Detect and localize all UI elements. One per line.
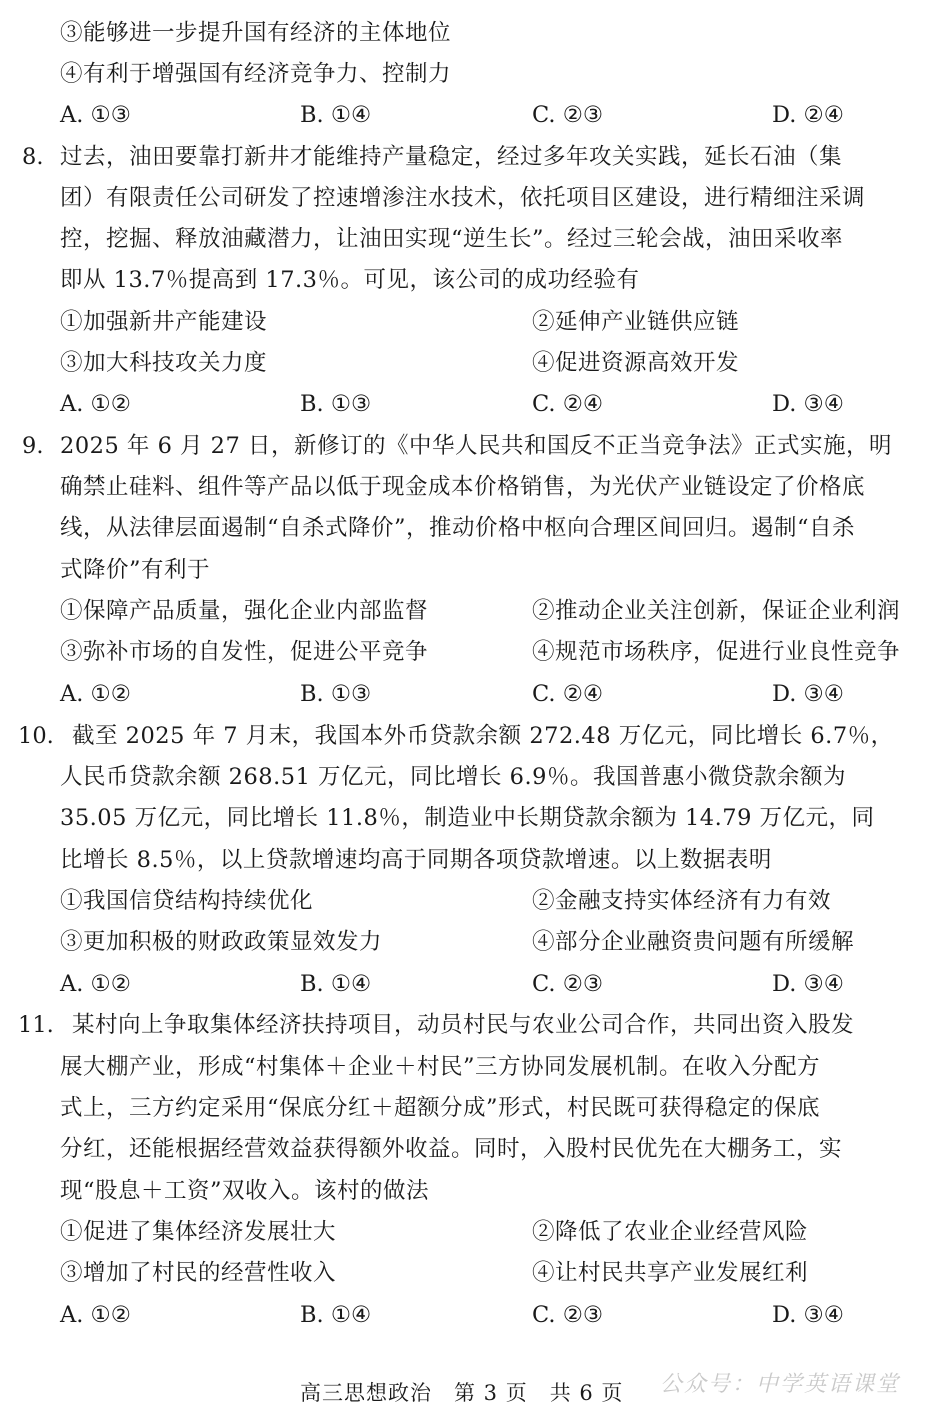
q10-stem-line-2: 人民币贷款余额 268.51 万亿元，同比增长 6.9％。我国普惠小微贷款余额为 bbox=[60, 764, 846, 790]
q9-choice-b: B. ①③ bbox=[300, 681, 372, 707]
q7-choice-a: A. ①③ bbox=[60, 102, 131, 128]
q10-choice-b: B. ①④ bbox=[300, 971, 372, 997]
q10-choice-a: A. ①② bbox=[60, 971, 131, 997]
q10-stem-line-1: 截至 2025 年 7 月末，我国本外币贷款余额 272.48 万亿元，同比增长 6.7％， bbox=[72, 723, 894, 749]
q11-number: 11. bbox=[18, 1012, 54, 1038]
q10-stem-line-3: 35.05 万亿元，同比增长 11.8％，制造业中长期贷款余额为 14.79 万亿元，同 bbox=[60, 805, 875, 831]
q10-statement-3: ③更加积极的财政政策显效发力 bbox=[60, 929, 383, 955]
q9-stem-line-4: 式降价”有利于 bbox=[60, 557, 211, 583]
q7-choice-d: D. ②④ bbox=[772, 102, 844, 128]
q9-stem-line-2: 确禁止硅料、组件等产品以低于现金成本价格销售，为光伏产业链设定了价格底 bbox=[60, 474, 866, 500]
q7-statement-3: ③能够进一步提升国有经济的主体地位 bbox=[60, 20, 452, 46]
q8-stem-line-1: 过去，油田要靠打新井才能维持产量稳定，经过多年攻关实践，延长石油（集 bbox=[60, 144, 843, 170]
q8-stem-line-2: 团）有限责任公司研发了控速增渗注水技术，依托项目区建设，进行精细注采调 bbox=[60, 185, 866, 211]
q8-statement-1: ①加强新井产能建设 bbox=[60, 309, 268, 335]
q9-number: 9. bbox=[22, 433, 44, 459]
q9-stem-line-3: 线，从法律层面遏制“自杀式降价”，推动价格中枢向合理区间回归。遏制“自杀 bbox=[60, 515, 856, 541]
q11-stem-line-5: 现“股息＋工资”双收入。该村的做法 bbox=[60, 1178, 430, 1204]
q9-statement-4: ④规范市场秩序，促进行业良性竞争 bbox=[532, 639, 901, 665]
q11-choice-b: B. ①④ bbox=[300, 1302, 372, 1328]
q10-statement-1: ①我国信贷结构持续优化 bbox=[60, 888, 314, 914]
q11-statement-1: ①促进了集体经济发展壮大 bbox=[60, 1219, 337, 1245]
q11-statement-4: ④让村民共享产业发展红利 bbox=[532, 1260, 809, 1286]
q10-statement-4: ④部分企业融资贵问题有所缓解 bbox=[532, 929, 855, 955]
q10-choice-c: C. ②③ bbox=[532, 971, 604, 997]
q11-choice-d: D. ③④ bbox=[772, 1302, 844, 1328]
q8-stem-line-4: 即从 13.7％提高到 17.3％。可见，该公司的成功经验有 bbox=[60, 267, 640, 293]
q10-stem-line-4: 比增长 8.5％，以上贷款增速均高于同期各项贷款增速。以上数据表明 bbox=[60, 847, 772, 873]
q8-number: 8. bbox=[22, 144, 44, 170]
q8-stem-line-3: 控，挖掘、释放油藏潜力，让油田实现“逆生长”。经过三轮会战，油田采收率 bbox=[60, 226, 844, 252]
q11-stem-line-1: 某村向上争取集体经济扶持项目，动员村民与农业公司合作，共同出资入股发 bbox=[72, 1012, 855, 1038]
q11-statement-3: ③增加了村民的经营性收入 bbox=[60, 1260, 337, 1286]
q8-statement-2: ②延伸产业链供应链 bbox=[532, 309, 740, 335]
watermark: 公众号：中学英语课堂 bbox=[660, 1372, 901, 1397]
q11-statement-2: ②降低了农业企业经营风险 bbox=[532, 1219, 809, 1245]
q9-choice-a: A. ①② bbox=[60, 681, 131, 707]
q8-statement-3: ③加大科技攻关力度 bbox=[60, 350, 268, 376]
q7-choice-c: C. ②③ bbox=[532, 102, 604, 128]
page-footer: 高三思想政治 第 3 页 共 6 页 bbox=[300, 1381, 624, 1405]
q11-stem-line-4: 分红，还能根据经营效益获得额外收益。同时，入股村民优先在大棚务工，实 bbox=[60, 1136, 843, 1162]
q7-choice-b: B. ①④ bbox=[300, 102, 372, 128]
q10-number: 10. bbox=[18, 723, 54, 749]
q9-statement-2: ②推动企业关注创新，保证企业利润 bbox=[532, 598, 901, 624]
q11-choice-a: A. ①② bbox=[60, 1302, 131, 1328]
q9-statement-3: ③弥补市场的自发性，促进公平竞争 bbox=[60, 639, 429, 665]
q9-stem-line-1: 2025 年 6 月 27 日，新修订的《中华人民共和国反不正当竞争法》正式实施，明 bbox=[60, 433, 892, 459]
q8-choice-b: B. ①③ bbox=[300, 391, 372, 417]
q8-choice-c: C. ②④ bbox=[532, 391, 604, 417]
q10-choice-d: D. ③④ bbox=[772, 971, 844, 997]
q9-choice-d: D. ③④ bbox=[772, 681, 844, 707]
q9-choice-c: C. ②④ bbox=[532, 681, 604, 707]
q8-statement-4: ④促进资源高效开发 bbox=[532, 350, 740, 376]
q11-stem-line-2: 展大棚产业，形成“村集体＋企业＋村民”三方协同发展机制。在收入分配方 bbox=[60, 1054, 821, 1080]
q8-choice-d: D. ③④ bbox=[772, 391, 844, 417]
q7-statement-4: ④有利于增强国有经济竞争力、控制力 bbox=[60, 61, 452, 87]
q8-choice-a: A. ①② bbox=[60, 391, 131, 417]
q9-statement-1: ①保障产品质量，强化企业内部监督 bbox=[60, 598, 429, 624]
q11-choice-c: C. ②③ bbox=[532, 1302, 604, 1328]
q10-statement-2: ②金融支持实体经济有力有效 bbox=[532, 888, 832, 914]
q11-stem-line-3: 式上，三方约定采用“保底分红＋超额分成”形式，村民既可获得稳定的保底 bbox=[60, 1095, 821, 1121]
